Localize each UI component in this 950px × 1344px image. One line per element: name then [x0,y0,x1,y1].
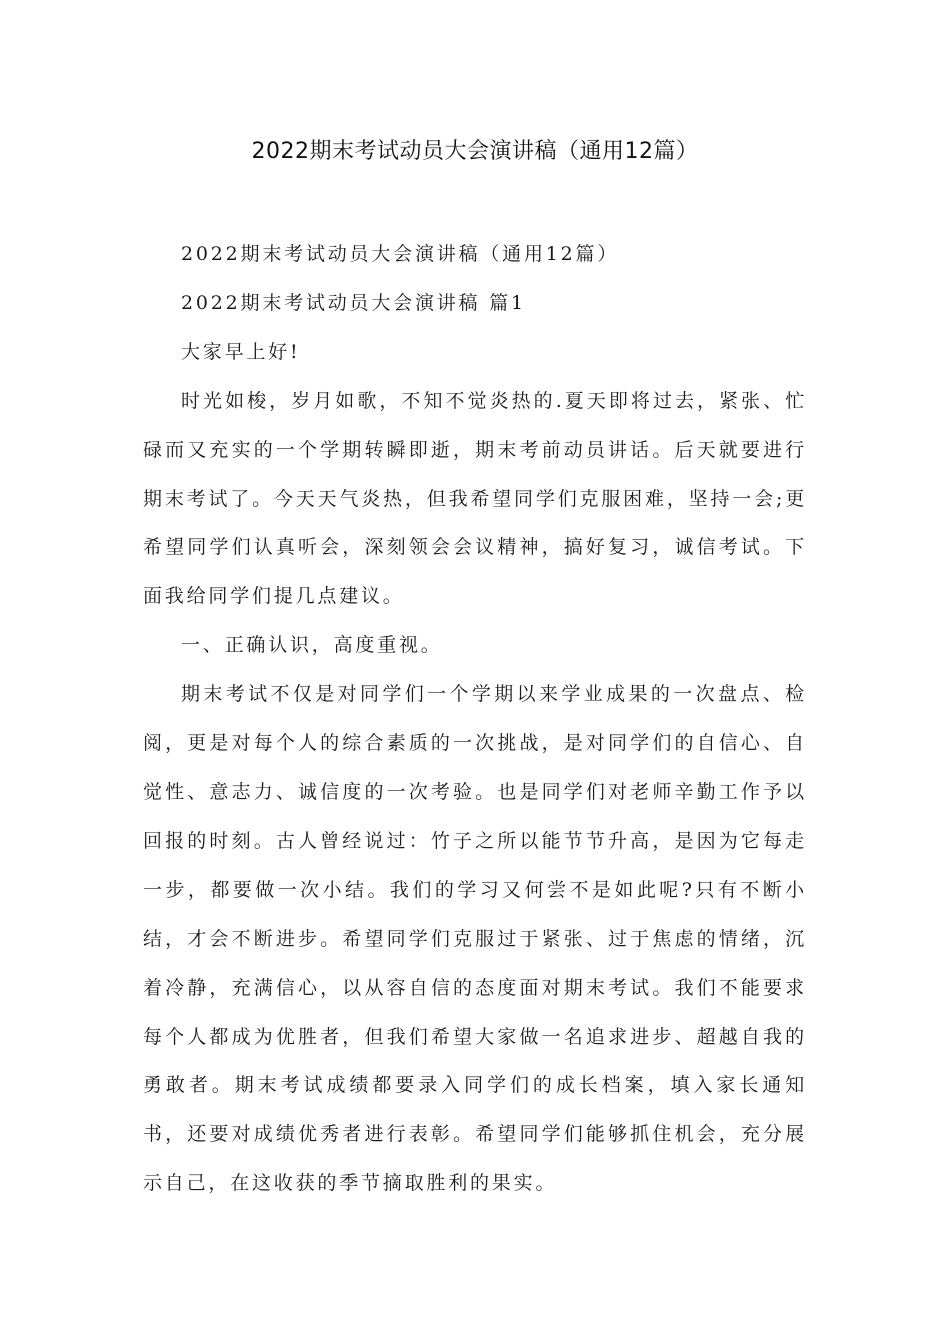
paragraph-part-heading: 2022期末考试动员大会演讲稿 篇1 [181,291,526,314]
document-body [143,230,807,1208]
paragraph-intro: 时光如梭，岁月如歌，不知不觉炎热的.夏天即将过去，紧张、忙碌而又充实的一个学期转瞬即逝，期末考前动员讲话。后天就要进行期末考试了。今天天气炎热，但我希望同学们克服困难，坚持一会;更希望同学们认真听会，深刻领会会议精神，搞好复习，诚信考试。下面我给同学们提几点建议。 [143,389,807,608]
document-title: 2022期末考试动员大会演讲稿（通用12篇） [251,139,699,164]
paragraph-section-heading: 一、正确认识，高度重视。 [181,634,443,657]
paragraph-greeting: 大家早上好! [181,340,301,363]
paragraph-subtitle: 2022期末考试动员大会演讲稿（通用12篇） [181,243,620,265]
paragraph-section-body: 期末考试不仅是对同学们一个学期以来学业成果的一次盘点、检阅，更是对每个人的综合素质的一次挑战，是对同学们的自信心、自觉性、意志力、诚信度的一次考验。也是同学们对老师辛勤工作予以回报的时刻。古人曾经说过：竹子之所以能节节升高，是因为它每走一步，都要做一次小结。我们的学习又何尝不是如此呢?只有不断小结，才会不断进步。希望同学们克服过于紧张、过于焦虑的情绪，沉着冷静，充满信心，以从容自信的态度面对期末考试。我们不能要求每个人都成为优胜者，但我们希望大家做一名追求进步、超越自我的勇敢者。期末考试成绩都要录入同学们的成长档案，填入家长通知书，还要对成绩优秀者进行表彰。希望同学们能够抓住机会，充分展示自己，在这收获的季节摘取胜利的果实。 [143,683,807,1195]
